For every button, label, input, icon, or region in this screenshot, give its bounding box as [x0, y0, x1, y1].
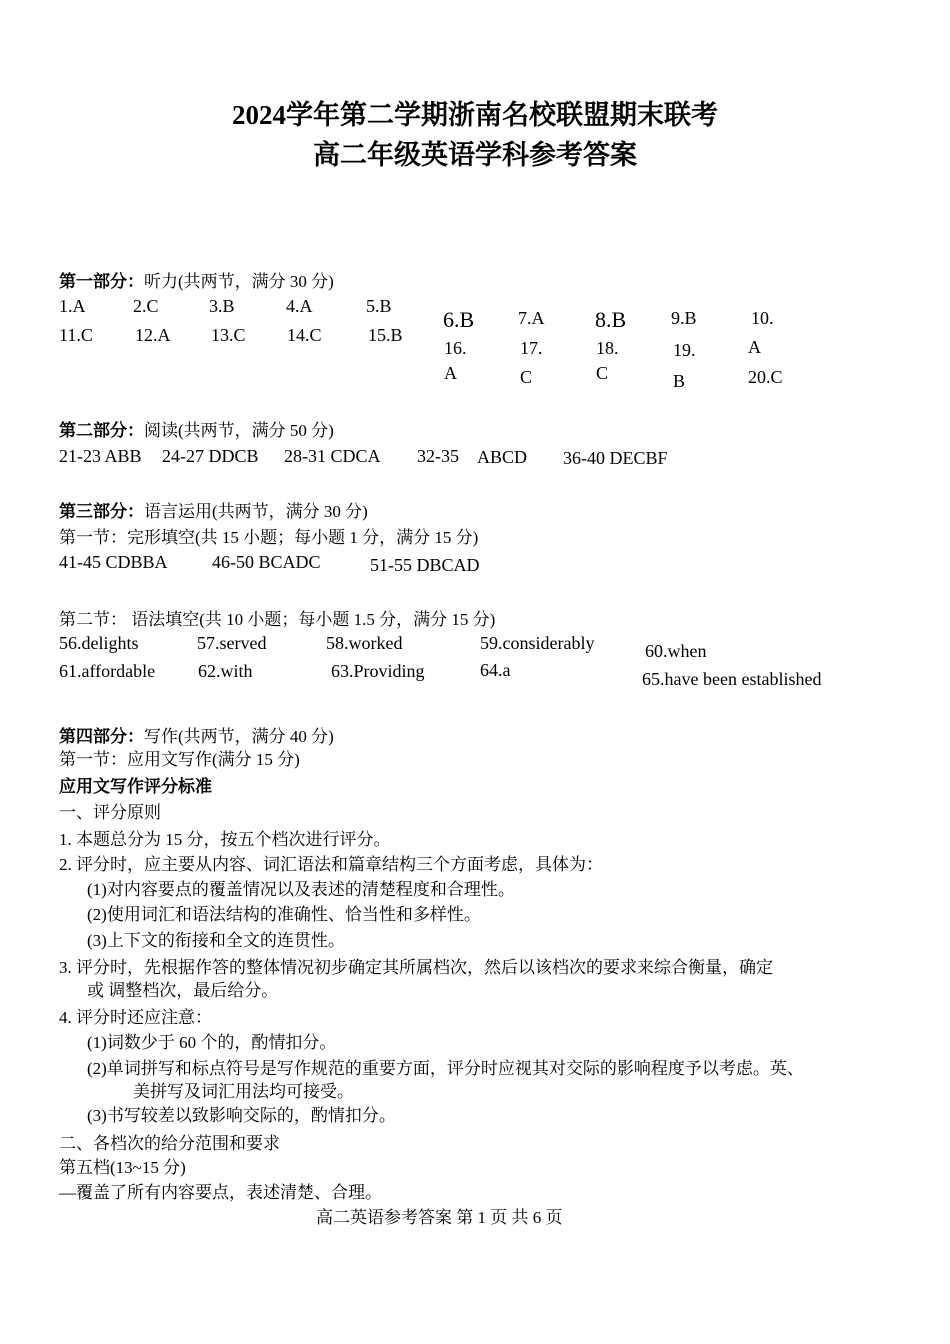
- rule-subline-continued: 美拼写及词汇用法均可接受。: [133, 1082, 354, 1101]
- part4-heading-text: 写作(共两节，满分 40 分): [144, 727, 334, 746]
- answer-19-number: 19.: [673, 340, 696, 360]
- grammar-answer-59: 59.considerably: [480, 633, 595, 653]
- reading-group-24-27: 24-27 DDCB: [162, 446, 259, 466]
- grammar-answer-57: 57.served: [197, 633, 267, 653]
- answer-10-value: A: [748, 337, 761, 357]
- grammar-answer-61: 61.affordable: [59, 661, 156, 681]
- rule-line: 4. 评分时还应注意：: [59, 1008, 212, 1027]
- rule-line: 2. 评分时，应主要从内容、词汇语法和篇章结构三个方面考虑，具体为：: [59, 855, 603, 874]
- answer-5: 5.B: [366, 296, 392, 316]
- part1-heading: [59, 267, 334, 292]
- cloze-group-51-55: 51-55 DBCAD: [370, 555, 480, 575]
- grammar-answer-65: 65.have been established: [642, 669, 822, 689]
- answer-2: 2.C: [133, 296, 159, 316]
- rule-subline: (3)书写较差以致影响交际的，酌情扣分。: [87, 1106, 396, 1125]
- grammar-section-title: 第二节： 语法填空(共 10 小题；每小题 1.5 分，满分 15 分): [59, 610, 496, 629]
- answer-8: 8.B: [595, 307, 627, 332]
- answer-17-number: 17.: [520, 338, 543, 358]
- rule-line-continued: 或 调整档次，最后给分。: [87, 981, 279, 1000]
- grammar-answer-58: 58.worked: [326, 633, 403, 653]
- part2-heading-text: 阅读(共两节，满分 50 分): [144, 421, 334, 440]
- grammar-answer-64: 64.a: [480, 660, 511, 680]
- part3-heading: [59, 497, 368, 522]
- document-title: 2024学年第二学期浙南名校联盟期末联考: [232, 100, 718, 130]
- part3-heading-text: 语言运用(共两节，满分 30 分): [144, 502, 368, 521]
- part2-heading-label: 第二部分：: [59, 421, 144, 440]
- grammar-answer-63: 63.Providing: [331, 661, 425, 681]
- part1-heading-label: 第一部分：: [59, 272, 144, 291]
- cloze-group-46-50: 46-50 BCADC: [212, 552, 321, 572]
- grammar-answer-60: 60.when: [645, 641, 707, 661]
- reading-group-32-35-label: 32-35: [417, 446, 459, 466]
- answer-4: 4.A: [286, 296, 313, 316]
- grade-level-item: —覆盖了所有内容要点，表述清楚、合理。: [59, 1183, 382, 1202]
- scoring-principle-title: 一、评分原则: [59, 803, 161, 822]
- reading-group-36-40: 36-40 DECBF: [563, 448, 668, 468]
- answer-19-value: B: [673, 371, 686, 391]
- grammar-answer-56: 56.delights: [59, 633, 139, 653]
- rule-subline: (3)上下文的衔接和全文的连贯性。: [87, 931, 345, 950]
- answer-16-number: 16.: [444, 338, 467, 358]
- answer-13: 13.C: [211, 325, 246, 345]
- cloze-group-41-45: 41-45 CDBBA: [59, 552, 168, 572]
- rule-line: 3. 评分时，先根据作答的整体情况初步确定其所属档次，然后以该档次的要求来综合衡量，确定: [59, 958, 773, 977]
- page-footer: 高二英语参考答案 第 1 页 共 6 页: [316, 1208, 563, 1227]
- answer-18-value: C: [596, 363, 609, 383]
- part3-heading-label: 第三部分：: [59, 502, 144, 521]
- answer-9: 9.B: [671, 308, 697, 328]
- reading-group-21-23: 21-23 ABB: [59, 446, 142, 466]
- document-subtitle: 高二年级英语学科参考答案: [313, 140, 637, 170]
- answer-15: 15.B: [368, 325, 403, 345]
- answer-7: 7.A: [518, 308, 545, 328]
- answer-6: 6.B: [443, 307, 475, 332]
- scoring-standard-title: 应用文写作评分标准: [59, 777, 212, 796]
- answer-14: 14.C: [287, 325, 322, 345]
- answer-11: 11.C: [59, 325, 93, 345]
- answer-10-number: 10.: [751, 308, 774, 328]
- answer-12: 12.A: [135, 325, 171, 345]
- part2-heading: [59, 416, 334, 441]
- part1-heading-text: 听力(共两节，满分 30 分): [144, 272, 334, 291]
- answer-3: 3.B: [209, 296, 235, 316]
- grade-range-title: 二、各档次的给分范围和要求: [59, 1134, 280, 1153]
- rule-line: 1. 本题总分为 15 分，按五个档次进行评分。: [59, 830, 391, 849]
- answer-17-value: C: [520, 367, 533, 387]
- cloze-section-title: 第一节：完形填空(共 15 小题；每小题 1 分，满分 15 分): [59, 528, 479, 547]
- answer-18-number: 18.: [596, 338, 619, 358]
- rule-subline: (2)使用词汇和语法结构的准确性、恰当性和多样性。: [87, 905, 481, 924]
- answer-16-value: A: [444, 363, 457, 383]
- part4-heading-label: 第四部分：: [59, 727, 144, 746]
- grammar-answer-62: 62.with: [198, 661, 253, 681]
- reading-group-32-35-value: ABCD: [477, 447, 528, 467]
- writing-section-title: 第一节：应用文写作(满分 15 分): [59, 750, 300, 769]
- answer-1: 1.A: [59, 296, 86, 316]
- rule-subline: (2)单词拼写和标点符号是写作规范的重要方面，评分时应视其对交际的影响程度予以考虑。英、: [87, 1059, 804, 1078]
- grade-level-title: 第五档(13~15 分): [59, 1158, 186, 1177]
- answer-20: 20.C: [748, 367, 783, 387]
- rule-subline: (1)词数少于 60 个的，酌情扣分。: [87, 1033, 337, 1052]
- reading-group-28-31: 28-31 CDCA: [284, 446, 381, 466]
- part4-heading: [59, 722, 334, 747]
- rule-subline: (1)对内容要点的覆盖情况以及表述的清楚程度和合理性。: [87, 880, 515, 899]
